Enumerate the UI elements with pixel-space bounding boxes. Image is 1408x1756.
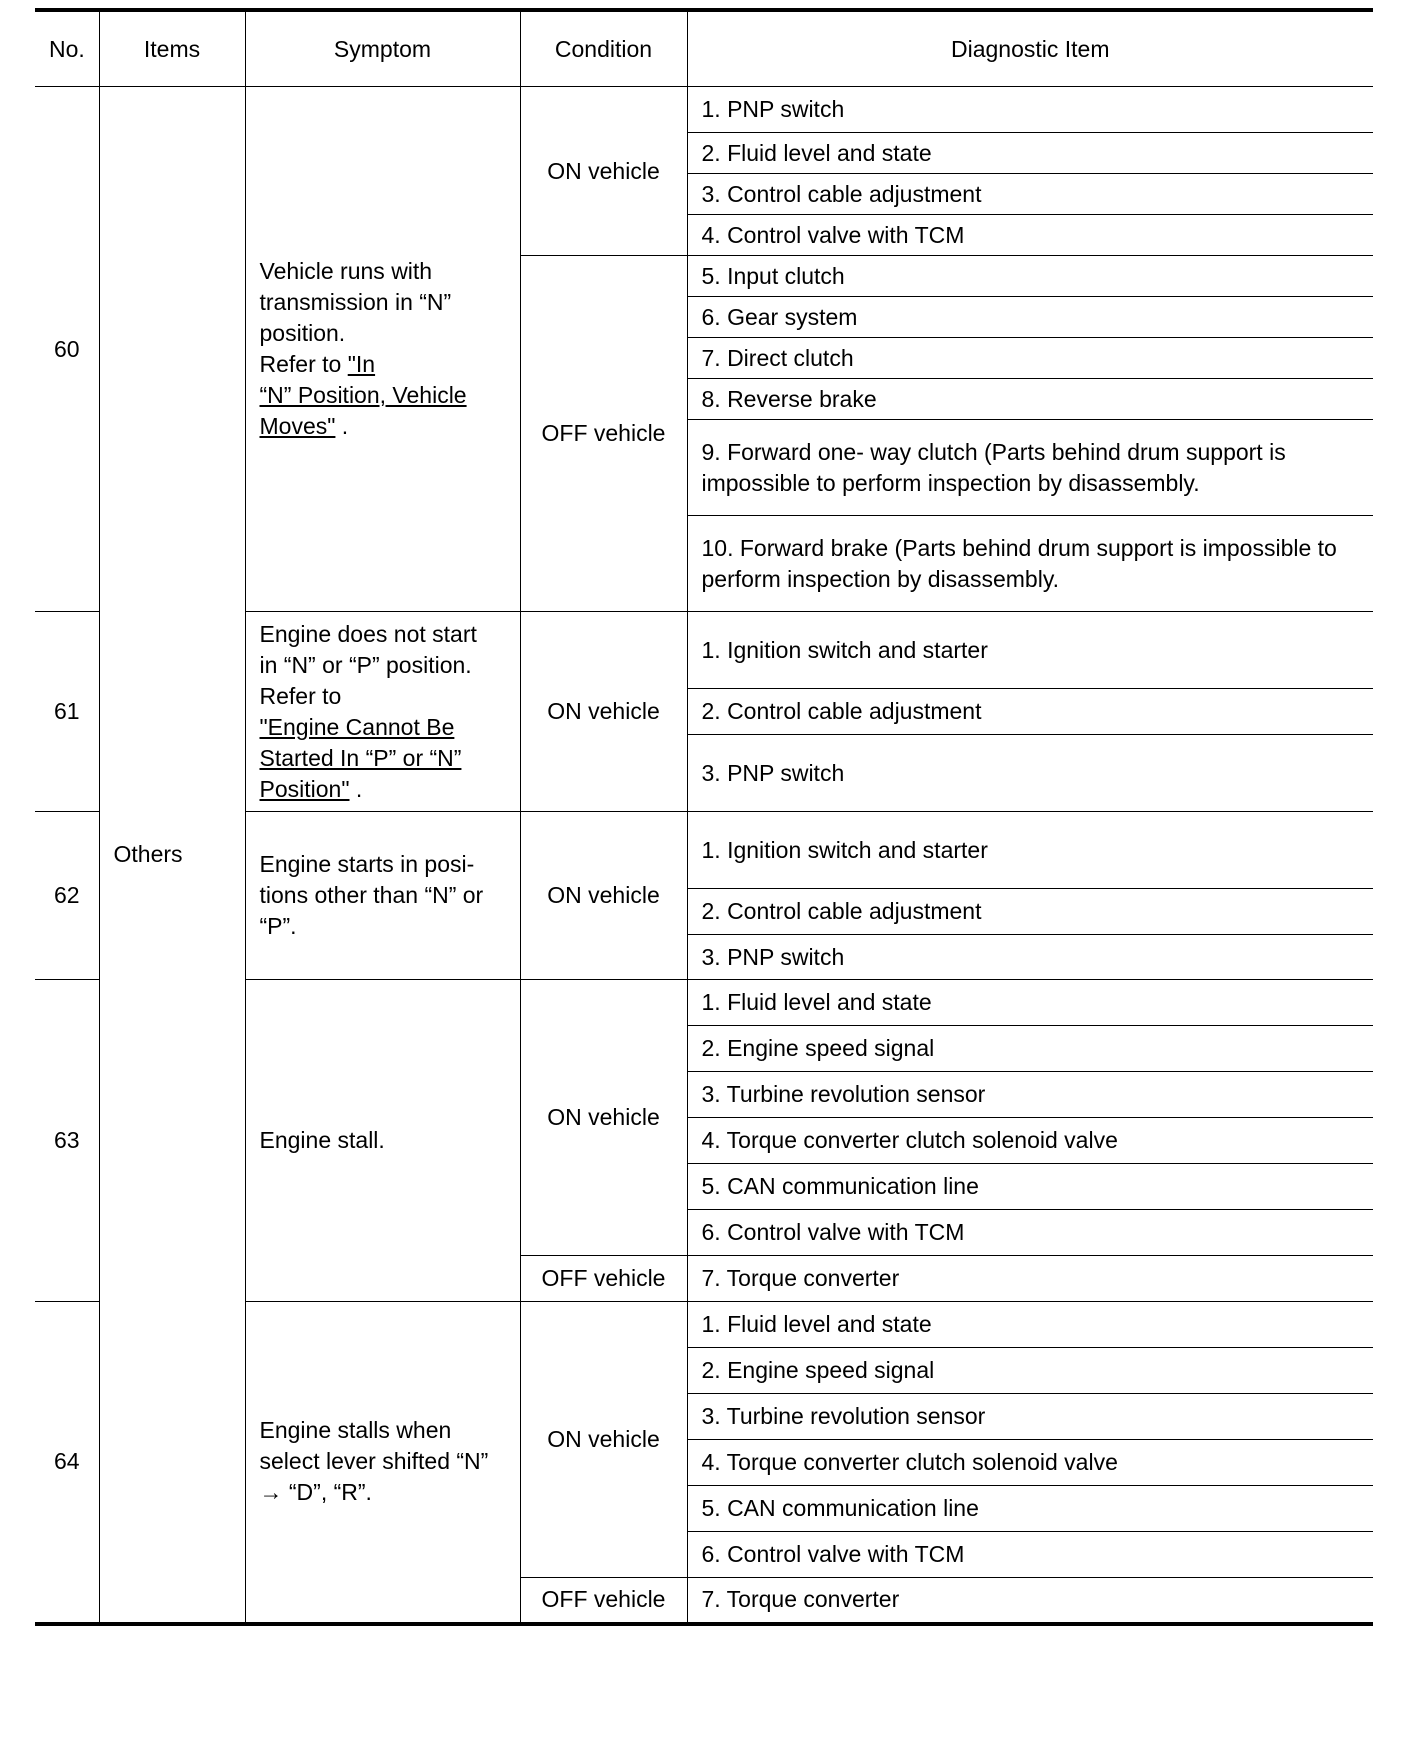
reference-link[interactable]: Position": [259, 775, 350, 802]
diagnostic-item: 3. Control cable adjustment: [687, 174, 1373, 215]
diagnostic-item: 3. PNP switch: [687, 935, 1373, 980]
diagnostic-item: 5. CAN communication line: [687, 1164, 1373, 1210]
diagnostic-item: 4. Torque converter clutch solenoid valve: [687, 1118, 1373, 1164]
row-number: 61: [35, 612, 99, 812]
diagnostic-item: 1. Fluid level and state: [687, 980, 1373, 1026]
condition-cell: ON vehicle: [520, 980, 687, 1256]
header-row: [35, 10, 1373, 87]
symptom-text: Engine does not start: [259, 620, 477, 647]
diagnostic-item: 6. Control valve with TCM: [687, 1532, 1373, 1578]
symptom-61: [245, 612, 520, 812]
diagnostic-item: 7. Torque converter: [687, 1256, 1373, 1302]
refer-to-text: Refer to: [259, 351, 348, 377]
condition-cell: OFF vehicle: [520, 1578, 687, 1624]
row-number: 64: [35, 1302, 99, 1624]
diagnostic-item: 5. Input clutch: [687, 256, 1373, 297]
diagnostic-item: 8. Reverse brake: [687, 379, 1373, 420]
condition-cell: ON vehicle: [520, 812, 687, 980]
reference-link[interactable]: “N” Position, Vehicle: [259, 382, 467, 408]
diagnostic-item: 4. Torque converter clutch solenoid valve: [687, 1440, 1373, 1486]
diagnostic-item: 3. PNP switch: [687, 735, 1373, 812]
diagnostic-item: 1. Ignition switch and starter: [687, 812, 1373, 889]
symptom-text: in “N” or “P” position.: [259, 651, 472, 678]
condition-cell: OFF vehicle: [520, 256, 687, 612]
symptom-text: “P”.: [259, 913, 297, 939]
refer-to-text: Refer to: [259, 682, 342, 709]
condition-cell: ON vehicle: [520, 612, 687, 812]
symptom-63: [245, 980, 520, 1302]
diagnostic-item: 2. Engine speed signal: [687, 1026, 1373, 1072]
diagnostic-item: 10. Forward brake (Parts behind drum support is impossible to perform inspection by disassembly.: [687, 516, 1373, 612]
diagnostic-item: 4. Control valve with TCM: [687, 215, 1373, 256]
condition-cell: ON vehicle: [520, 1302, 687, 1578]
symptom-text: Vehicle runs with: [259, 258, 433, 284]
symptom-text: Engine stall.: [259, 1127, 385, 1153]
table-row: [35, 87, 1373, 133]
row-number: 63: [35, 980, 99, 1302]
row-number: 62: [35, 812, 99, 980]
diagnostic-item: 5. CAN communication line: [687, 1486, 1373, 1532]
diagnostic-item: 7. Direct clutch: [687, 338, 1373, 379]
condition-cell: OFF vehicle: [520, 1256, 687, 1302]
symptom-64: [245, 1302, 520, 1624]
row-number: 60: [35, 87, 99, 612]
diagnostic-item: 1. Ignition switch and starter: [687, 612, 1373, 689]
symptom-text: .: [335, 413, 349, 439]
diagnostic-item: 1. Fluid level and state: [687, 1302, 1373, 1348]
reference-link[interactable]: "In: [347, 351, 376, 377]
symptom-text: → “D”, “R”.: [259, 1479, 372, 1506]
symptom-text: transmission in “N”: [259, 289, 452, 315]
header-no: No.: [35, 10, 99, 87]
diagnosis-table: [35, 8, 1373, 1626]
header-condition: Condition: [520, 10, 687, 87]
reference-link[interactable]: "Engine Cannot Be: [259, 713, 455, 740]
symptom-text: .: [349, 775, 363, 802]
diagnostic-item: 6. Control valve with TCM: [687, 1210, 1373, 1256]
diagnostic-item: 3. Turbine revolution sensor: [687, 1072, 1373, 1118]
symptom-62: [245, 812, 520, 980]
diagnostic-item: 7. Torque converter: [687, 1578, 1373, 1624]
diagnostic-item: 2. Fluid level and state: [687, 133, 1373, 174]
diagnostic-item: 2. Control cable adjustment: [687, 889, 1373, 935]
reference-link[interactable]: Started In “P” or “N”: [259, 744, 462, 771]
symptom-text: Engine stalls when: [259, 1417, 452, 1444]
condition-cell: ON vehicle: [520, 87, 687, 256]
diagnostic-item: 1. PNP switch: [687, 87, 1373, 133]
reference-link[interactable]: Moves": [259, 413, 336, 439]
header-symptom: Symptom: [245, 10, 520, 87]
symptom-text: Engine starts in posi-: [259, 851, 475, 877]
diagnosis-table-page: [35, 8, 1373, 1626]
symptom-60: [245, 87, 520, 612]
header-diagnostic-item: Diagnostic Item: [687, 10, 1373, 87]
items-others: Others: [99, 87, 245, 1624]
symptom-text: select lever shifted “N”: [259, 1448, 489, 1475]
symptom-text: position.: [259, 320, 346, 346]
header-items: Items: [99, 10, 245, 87]
diagnostic-item: 2. Engine speed signal: [687, 1348, 1373, 1394]
symptom-text: tions other than “N” or: [259, 882, 484, 908]
diagnostic-item: 3. Turbine revolution sensor: [687, 1394, 1373, 1440]
diagnostic-item: 2. Control cable adjustment: [687, 689, 1373, 735]
diagnostic-item: 9. Forward one- way clutch (Parts behind drum support is impossible to perform inspection by disassembly.: [687, 420, 1373, 516]
diagnostic-item: 6. Gear system: [687, 297, 1373, 338]
